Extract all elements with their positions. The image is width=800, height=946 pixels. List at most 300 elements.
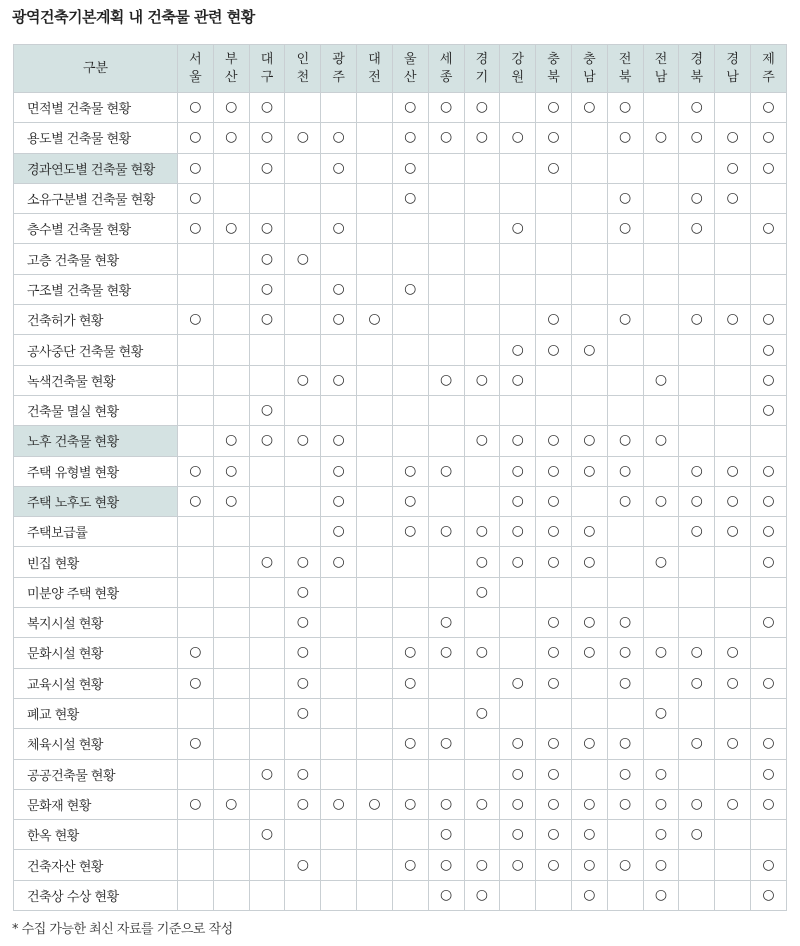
circle-mark: ○	[332, 311, 345, 328]
mark-cell	[428, 365, 464, 395]
mark-cell	[500, 93, 536, 123]
mark-cell	[500, 335, 536, 365]
mark-cell	[751, 183, 787, 213]
mark-cell	[285, 789, 321, 819]
mark-cell	[536, 183, 572, 213]
mark-cell	[392, 789, 428, 819]
header-region-char: 대	[260, 51, 274, 67]
mark-cell	[392, 698, 428, 728]
circle-mark: ○	[189, 493, 202, 509]
row-label: 교육시설 현황	[14, 668, 178, 698]
mark-cell	[178, 244, 214, 274]
mark-cell	[178, 608, 214, 638]
mark-cell	[571, 789, 607, 819]
header-region	[715, 45, 751, 93]
mark-cell	[500, 517, 536, 547]
circle-mark: ○	[726, 462, 739, 479]
mark-cell	[392, 426, 428, 456]
mark-cell	[715, 850, 751, 880]
header-region-char: 서	[189, 51, 202, 67]
circle-mark: ○	[439, 735, 453, 752]
mark-cell	[643, 729, 679, 759]
mark-cell	[213, 153, 249, 183]
mark-cell	[571, 577, 607, 607]
circle-mark: ○	[439, 523, 453, 540]
status-table	[13, 44, 787, 911]
mark-cell	[500, 214, 536, 244]
mark-cell	[285, 547, 321, 577]
header-region	[178, 45, 214, 93]
mark-cell	[571, 274, 607, 304]
mark-cell	[249, 335, 285, 365]
mark-cell	[607, 577, 643, 607]
mark-cell	[500, 698, 536, 728]
circle-mark: ○	[583, 553, 596, 570]
mark-cell	[715, 517, 751, 547]
circle-mark: ○	[619, 614, 632, 631]
circle-mark: ○	[619, 311, 632, 328]
mark-cell	[392, 244, 428, 274]
header-region-char: 경	[726, 51, 739, 67]
header-region	[428, 45, 464, 93]
circle-mark: ○	[475, 705, 489, 722]
circle-mark: ○	[762, 856, 775, 873]
row-label: 건축물 멸실 현황	[14, 395, 178, 425]
mark-cell	[249, 93, 285, 123]
header-region	[607, 45, 643, 93]
mark-cell	[643, 365, 679, 395]
mark-cell	[643, 305, 679, 335]
circle-mark: ○	[225, 795, 238, 812]
mark-cell	[571, 608, 607, 638]
mark-cell	[679, 517, 715, 547]
circle-mark: ○	[189, 644, 202, 661]
circle-mark: ○	[583, 826, 596, 843]
mark-cell	[321, 153, 357, 183]
mark-cell	[464, 517, 500, 547]
mark-cell	[500, 123, 536, 153]
mark-cell	[571, 456, 607, 486]
mark-cell	[571, 486, 607, 516]
circle-mark: ○	[690, 220, 703, 237]
circle-mark: ○	[260, 129, 274, 146]
mark-cell	[679, 486, 715, 516]
header-region-char: 산	[224, 69, 238, 85]
table-row	[14, 698, 787, 728]
mark-cell	[571, 759, 607, 789]
row-label: 녹색건축물 현황	[14, 365, 178, 395]
mark-cell	[679, 547, 715, 577]
row-label: 고층 건축물 현황	[14, 244, 178, 274]
mark-cell	[715, 274, 751, 304]
mark-cell	[536, 638, 572, 668]
mark-cell	[213, 789, 249, 819]
mark-cell	[392, 456, 428, 486]
circle-mark: ○	[404, 735, 417, 752]
header-region-char: 주	[332, 69, 345, 85]
mark-cell	[607, 880, 643, 910]
mark-cell	[357, 365, 393, 395]
mark-cell	[357, 335, 393, 365]
table-row	[14, 577, 787, 607]
mark-cell	[679, 93, 715, 123]
circle-mark: ○	[189, 462, 202, 479]
header-region-char: 천	[296, 69, 310, 85]
mark-cell	[249, 214, 285, 244]
mark-cell	[321, 547, 357, 577]
circle-mark: ○	[260, 280, 274, 297]
mark-cell	[321, 214, 357, 244]
table-row	[14, 486, 787, 516]
header-region	[464, 45, 500, 93]
mark-cell	[357, 153, 393, 183]
circle-mark: ○	[439, 856, 453, 873]
row-label: 미분양 주택 현황	[14, 577, 178, 607]
row-label: 문화재 현황	[14, 789, 178, 819]
mark-cell	[751, 426, 787, 456]
mark-cell	[321, 638, 357, 668]
mark-cell	[679, 698, 715, 728]
mark-cell	[643, 698, 679, 728]
circle-mark: ○	[475, 129, 489, 146]
mark-cell	[464, 395, 500, 425]
mark-cell	[607, 789, 643, 819]
mark-cell	[213, 880, 249, 910]
circle-mark: ○	[296, 674, 309, 691]
mark-cell	[213, 305, 249, 335]
mark-cell	[428, 880, 464, 910]
circle-mark: ○	[260, 432, 274, 449]
mark-cell	[213, 759, 249, 789]
mark-cell	[500, 880, 536, 910]
circle-mark: ○	[189, 795, 202, 812]
mark-cell	[607, 244, 643, 274]
circle-mark: ○	[762, 735, 775, 752]
header-region	[500, 45, 536, 93]
circle-mark: ○	[690, 493, 703, 509]
mark-cell	[715, 608, 751, 638]
circle-mark: ○	[296, 371, 309, 388]
mark-cell	[178, 668, 214, 698]
mark-cell	[178, 123, 214, 153]
header-region-char: 원	[511, 69, 524, 85]
mark-cell	[357, 183, 393, 213]
circle-mark: ○	[296, 614, 309, 631]
mark-cell	[285, 93, 321, 123]
mark-cell	[500, 638, 536, 668]
mark-cell	[571, 365, 607, 395]
mark-cell	[285, 244, 321, 274]
circle-mark: ○	[475, 583, 489, 600]
mark-cell	[751, 789, 787, 819]
mark-cell	[357, 274, 393, 304]
mark-cell	[321, 759, 357, 789]
mark-cell	[751, 698, 787, 728]
mark-cell	[500, 729, 536, 759]
mark-cell	[715, 335, 751, 365]
circle-mark: ○	[762, 402, 775, 419]
mark-cell	[464, 123, 500, 153]
mark-cell	[643, 426, 679, 456]
mark-cell	[428, 517, 464, 547]
circle-mark: ○	[762, 553, 775, 570]
circle-mark: ○	[404, 856, 417, 873]
table-row	[14, 153, 787, 183]
row-label: 노후 건축물 현황	[14, 426, 178, 456]
mark-cell	[178, 93, 214, 123]
mark-cell	[715, 214, 751, 244]
circle-mark: ○	[619, 432, 632, 449]
mark-cell	[357, 517, 393, 547]
mark-cell	[751, 638, 787, 668]
mark-cell	[392, 486, 428, 516]
mark-cell	[715, 426, 751, 456]
header-region-char: 북	[547, 69, 560, 85]
mark-cell	[679, 395, 715, 425]
circle-mark: ○	[547, 311, 560, 328]
mark-cell	[715, 365, 751, 395]
mark-cell	[607, 395, 643, 425]
mark-cell	[536, 214, 572, 244]
mark-cell	[392, 183, 428, 213]
mark-cell	[607, 123, 643, 153]
circle-mark: ○	[654, 705, 668, 722]
mark-cell	[679, 456, 715, 486]
mark-cell	[249, 547, 285, 577]
mark-cell	[679, 153, 715, 183]
circle-mark: ○	[511, 220, 524, 237]
mark-cell	[178, 820, 214, 850]
circle-mark: ○	[189, 674, 202, 691]
table-row	[14, 729, 787, 759]
header-region	[571, 45, 607, 93]
mark-cell	[464, 577, 500, 607]
circle-mark: ○	[439, 644, 453, 661]
header-region-char: 주	[762, 69, 775, 85]
mark-cell	[643, 547, 679, 577]
header-region-char: 구	[260, 69, 274, 85]
mark-cell	[679, 335, 715, 365]
circle-mark: ○	[547, 341, 560, 358]
mark-cell	[571, 729, 607, 759]
mark-cell	[643, 153, 679, 183]
circle-mark: ○	[404, 99, 417, 116]
mark-cell	[249, 305, 285, 335]
header-region-char: 충	[547, 51, 560, 67]
mark-cell	[607, 153, 643, 183]
mark-cell	[643, 274, 679, 304]
mark-cell	[392, 668, 428, 698]
mark-cell	[178, 698, 214, 728]
circle-mark: ○	[726, 129, 739, 146]
circle-mark: ○	[547, 856, 560, 873]
mark-cell	[607, 850, 643, 880]
mark-cell	[392, 153, 428, 183]
mark-cell	[500, 183, 536, 213]
circle-mark: ○	[690, 311, 703, 328]
mark-cell	[428, 759, 464, 789]
mark-cell	[213, 395, 249, 425]
circle-mark: ○	[296, 129, 309, 146]
mark-cell	[500, 486, 536, 516]
circle-mark: ○	[332, 462, 345, 479]
row-label: 공공건축물 현황	[14, 759, 178, 789]
circle-mark: ○	[547, 644, 560, 661]
header-region	[249, 45, 285, 93]
mark-cell	[536, 698, 572, 728]
mark-cell	[428, 153, 464, 183]
mark-cell	[571, 183, 607, 213]
mark-cell	[321, 789, 357, 819]
mark-cell	[607, 759, 643, 789]
mark-cell	[392, 820, 428, 850]
mark-cell	[751, 153, 787, 183]
mark-cell	[643, 850, 679, 880]
mark-cell	[392, 547, 428, 577]
row-label: 폐교 현황	[14, 698, 178, 728]
mark-cell	[213, 698, 249, 728]
mark-cell	[715, 456, 751, 486]
mark-cell	[715, 638, 751, 668]
mark-cell	[428, 668, 464, 698]
circle-mark: ○	[690, 462, 703, 479]
mark-cell	[679, 365, 715, 395]
mark-cell	[607, 820, 643, 850]
circle-mark: ○	[404, 129, 417, 146]
circle-mark: ○	[225, 493, 238, 509]
circle-mark: ○	[404, 190, 417, 207]
mark-cell	[607, 426, 643, 456]
mark-cell	[607, 517, 643, 547]
circle-mark: ○	[189, 99, 202, 116]
mark-cell	[643, 456, 679, 486]
mark-cell	[643, 789, 679, 819]
mark-cell	[571, 668, 607, 698]
circle-mark: ○	[511, 856, 524, 873]
circle-mark: ○	[260, 311, 274, 328]
mark-cell	[321, 729, 357, 759]
circle-mark: ○	[225, 432, 238, 449]
footnote: * 수집 가능한 최신 자료를 기준으로 작성	[12, 922, 233, 937]
circle-mark: ○	[296, 644, 309, 661]
circle-mark: ○	[475, 553, 489, 570]
mark-cell	[321, 305, 357, 335]
mark-cell	[213, 850, 249, 880]
mark-cell	[392, 335, 428, 365]
mark-cell	[213, 274, 249, 304]
circle-mark: ○	[654, 432, 668, 449]
table-row	[14, 850, 787, 880]
mark-cell	[679, 244, 715, 274]
mark-cell	[178, 426, 214, 456]
mark-cell	[178, 486, 214, 516]
circle-mark: ○	[511, 765, 524, 782]
mark-cell	[536, 456, 572, 486]
circle-mark: ○	[475, 795, 489, 812]
circle-mark: ○	[260, 220, 274, 237]
circle-mark: ○	[511, 341, 524, 358]
mark-cell	[571, 244, 607, 274]
table-body	[14, 93, 787, 911]
circle-mark: ○	[690, 795, 703, 812]
mark-cell	[392, 365, 428, 395]
table-row	[14, 820, 787, 850]
mark-cell	[321, 335, 357, 365]
mark-cell	[464, 244, 500, 274]
circle-mark: ○	[547, 129, 560, 146]
mark-cell	[643, 244, 679, 274]
mark-cell	[536, 577, 572, 607]
mark-cell	[571, 153, 607, 183]
mark-cell	[428, 486, 464, 516]
mark-cell	[464, 456, 500, 486]
mark-cell	[751, 486, 787, 516]
mark-cell	[213, 123, 249, 153]
circle-mark: ○	[368, 795, 381, 812]
circle-mark: ○	[511, 462, 524, 479]
mark-cell	[213, 820, 249, 850]
row-label: 용도별 건축물 현황	[14, 123, 178, 153]
mark-cell	[392, 638, 428, 668]
circle-mark: ○	[511, 795, 524, 812]
header-region-char: 울	[404, 51, 417, 67]
circle-mark: ○	[332, 553, 345, 570]
mark-cell	[500, 668, 536, 698]
mark-cell	[715, 153, 751, 183]
mark-cell	[500, 850, 536, 880]
mark-cell	[428, 305, 464, 335]
mark-cell	[715, 698, 751, 728]
mark-cell	[357, 850, 393, 880]
row-label: 경과연도별 건축물 현황	[14, 153, 178, 183]
circle-mark: ○	[547, 159, 560, 176]
mark-cell	[321, 668, 357, 698]
mark-cell	[285, 517, 321, 547]
circle-mark: ○	[547, 523, 560, 540]
mark-cell	[571, 93, 607, 123]
mark-cell	[607, 547, 643, 577]
mark-cell	[751, 93, 787, 123]
circle-mark: ○	[619, 765, 632, 782]
mark-cell	[751, 274, 787, 304]
mark-cell	[285, 577, 321, 607]
circle-mark: ○	[654, 765, 668, 782]
circle-mark: ○	[439, 371, 453, 388]
mark-cell	[536, 759, 572, 789]
mark-cell	[213, 577, 249, 607]
table-row	[14, 305, 787, 335]
mark-cell	[178, 547, 214, 577]
mark-cell	[392, 850, 428, 880]
table-row	[14, 214, 787, 244]
mark-cell	[536, 335, 572, 365]
mark-cell	[536, 486, 572, 516]
circle-mark: ○	[404, 523, 417, 540]
circle-mark: ○	[726, 674, 739, 691]
mark-cell	[643, 335, 679, 365]
mark-cell	[679, 183, 715, 213]
circle-mark: ○	[225, 129, 238, 146]
header-region-char: 울	[189, 69, 202, 85]
circle-mark: ○	[654, 129, 668, 146]
circle-mark: ○	[404, 674, 417, 691]
header-region-char: 세	[439, 51, 453, 67]
mark-cell	[357, 456, 393, 486]
mark-cell	[357, 638, 393, 668]
circle-mark: ○	[260, 402, 274, 419]
mark-cell	[213, 214, 249, 244]
mark-cell	[285, 183, 321, 213]
